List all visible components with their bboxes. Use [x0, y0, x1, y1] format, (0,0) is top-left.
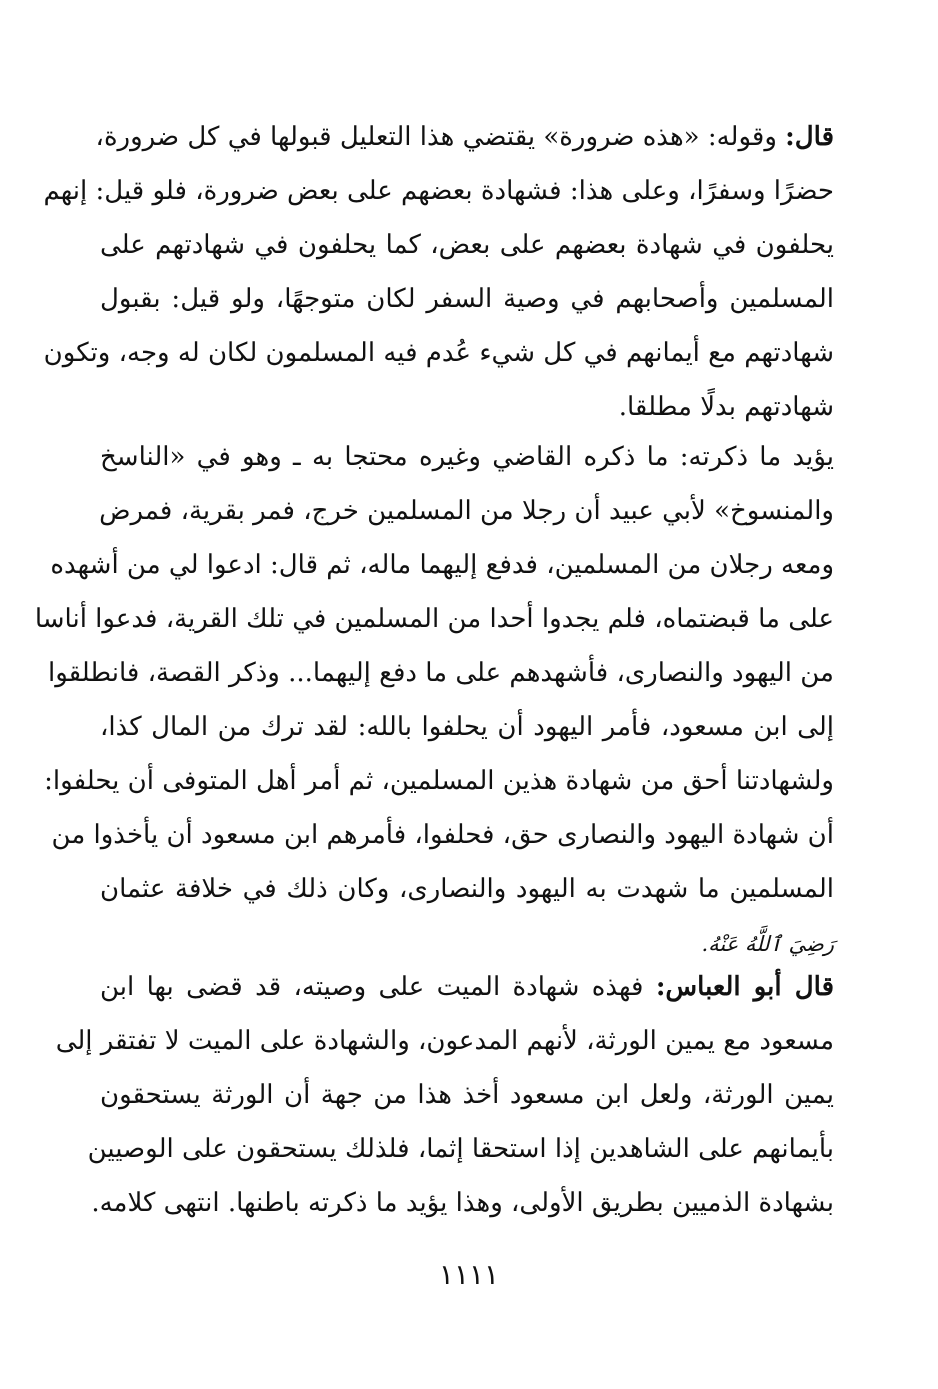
text-line: على ما قبضتماه، فلم يجدوا أحدا من المسلمين في تلك القرية، فدعوا أناسا: [34, 604, 834, 634]
paragraph-1: [43, 110, 834, 434]
text-line: حضرًا وسفرًا، وعلى هذا: فشهادة بعضهم على بعض ضرورة، فلو قيل: إنهم: [43, 176, 834, 206]
text-line: بشهادة الذميين بطريق الأولى، وهذا يؤيد ما ذكرته باطنها. انتهى كلامه.: [91, 1188, 834, 1218]
paragraph-3: [55, 960, 835, 1230]
line-text: فهذه شهادة الميت على وصيته، قد قضى بها ابن: [100, 972, 656, 1002]
page-number: ١١١١: [438, 1258, 500, 1291]
text-line: [95, 110, 834, 164]
speaker-label: قال أبو العباس:: [655, 972, 835, 1002]
text-line: والمنسوخ» لأبي عبيد أن رجلا من المسلمين خرج، فمر بقرية، فمرض: [99, 496, 834, 526]
text-line: شهادتهم بدلًا مطلقا.: [618, 392, 834, 422]
text-line: يؤيد ما ذكرته: ما ذكره القاضي وغيره محتجا به ـ وهو في «الناسخ: [100, 442, 834, 472]
honorific-phrase: رَضِيَ ٱللَّهُ عَنْهُ.: [701, 932, 834, 956]
text-line: مسعود مع يمين الورثة، لأنهم المدعون، والشهادة على الميت لا تفتقر إلى: [55, 1026, 834, 1056]
paragraph-2: [34, 430, 834, 970]
text-line: إلى ابن مسعود، فأمر اليهود أن يحلفوا بالله: لقد ترك من المال كذا،: [100, 712, 834, 742]
text-line: بأيمانهم على الشاهدين إذا استحقا إثما، فلذلك يستحقون على الوصيين: [87, 1134, 834, 1164]
line-text: وقوله: «هذه ضرورة» يقتضي هذا التعليل قبولها في كل ضرورة،: [95, 122, 786, 152]
text-line: شهادتهم مع أيمانهم في كل شيء عُدم فيه المسلمون لكان له وجه، وتكون: [43, 338, 834, 368]
text-line: من اليهود والنصارى، فأشهدهم على ما دفع إليهما... وذكر القصة، فانطلقوا: [47, 658, 834, 688]
text-line: المسلمين وأصحابهم في وصية السفر لكان متوجهًا، ولو قيل: بقبول: [100, 284, 834, 314]
text-line: ولشهادتنا أحق من شهادة هذين المسلمين، ثم أمر أهل المتوفى أن يحلفوا:: [44, 766, 834, 796]
text-line: [100, 960, 834, 1014]
text-line: يحلفون في شهادة بعضهم على بعض، كما يحلفون في شهادتهم على: [100, 230, 834, 260]
speaker-label: قال:: [785, 122, 834, 152]
text-line: أن شهادة اليهود والنصارى حق، فحلفوا، فأمرهم ابن مسعود أن يأخذوا من: [51, 820, 834, 850]
text-line: المسلمين ما شهدت به اليهود والنصارى، وكان ذلك في خلافة عثمان: [100, 874, 834, 904]
text-line: ومعه رجلان من المسلمين، فدفع إليهما ماله، ثم قال: ادعوا لي من أشهده: [50, 550, 834, 580]
text-line: يمين الورثة، ولعل ابن مسعود أخذ هذا من جهة أن الورثة يستحقون: [100, 1080, 834, 1110]
